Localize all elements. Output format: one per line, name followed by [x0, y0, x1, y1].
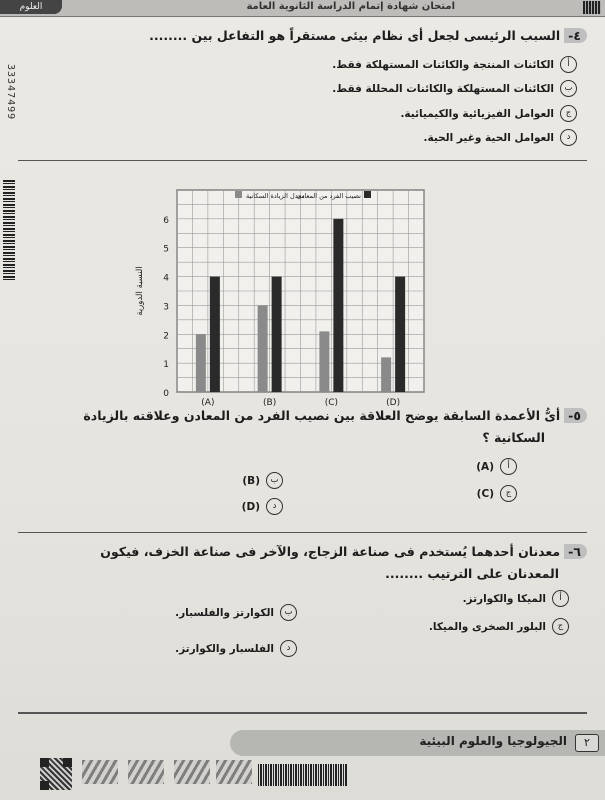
x-tick-label: (B): [263, 398, 277, 408]
question-6: [100, 544, 587, 559]
option-mark: أ: [560, 56, 577, 73]
header-strip: [0, 0, 605, 17]
bar: [395, 277, 405, 392]
option-mark: د: [280, 640, 297, 657]
question-4-number: ٤-: [564, 28, 587, 43]
y-tick-label: 1: [163, 360, 169, 371]
bar: [319, 331, 329, 392]
question-5-number: ٥-: [564, 408, 587, 423]
y-tick-label: 6: [163, 215, 169, 226]
option-mark: ج: [500, 485, 517, 502]
question-6-text-line1: معدنان أحدهما يُستخدم فى صناعة الزجاج، والآخر فى صناعة الخزف، فيكون: [100, 544, 561, 559]
y-tick-label: 4: [163, 273, 169, 284]
option-mark: ب: [280, 604, 297, 621]
y-tick-label: 3: [163, 302, 169, 313]
qr-code-icon: [583, 1, 601, 14]
legend-swatch: [235, 191, 242, 198]
option-mark: د: [266, 498, 283, 515]
option-mark: ب: [266, 472, 283, 489]
option-label: (B): [242, 474, 260, 487]
divider: [18, 712, 587, 714]
x-tick-label: (C): [324, 398, 339, 408]
question-5: [83, 408, 587, 423]
footer-subject: الجيولوجيا والعلوم البيئية: [419, 734, 567, 748]
exam-title: امتحان شهادة إتمام الدراسة الثانوية العامة: [246, 1, 455, 12]
y-tick-label: 0: [163, 389, 169, 399]
question-4: [149, 28, 587, 43]
bar: [210, 277, 220, 392]
option-label: الكوارتز والفلسبار.: [175, 606, 274, 619]
question-4-text: السبب الرئيسى لجعل أى نظام بيئى مستقراً هو التفاعل بين ........: [149, 28, 561, 43]
page-footer: [0, 728, 605, 800]
decor-icon: [216, 760, 252, 784]
option-label: العوامل الحية وغير الحية.: [423, 131, 554, 144]
option-label: الفلسبار والكوارتز.: [175, 642, 274, 655]
option-mark: أ: [552, 590, 569, 607]
q4-option-a[interactable]: [332, 56, 577, 73]
bar: [196, 334, 206, 392]
q6-option-a[interactable]: [463, 590, 569, 607]
q6-option-b[interactable]: [175, 604, 297, 621]
q5-option-c[interactable]: [477, 485, 517, 502]
bar: [381, 357, 391, 392]
q5-option-d[interactable]: [242, 498, 283, 515]
option-label: البلور الصخرى والميكا.: [428, 620, 546, 633]
x-tick-label: (A): [201, 398, 215, 408]
q4-option-d[interactable]: [423, 129, 577, 146]
option-label: الكائنات المنتجة والكائنات المستهلكة فقط.: [332, 58, 554, 71]
side-code: 33347499: [5, 64, 16, 121]
divider: [18, 160, 587, 161]
q6-option-d[interactable]: [175, 640, 297, 657]
option-label: العوامل الفيزيائية والكيميائية.: [400, 107, 554, 120]
option-mark: ج: [552, 618, 569, 635]
y-axis-label: النسبة الدورية: [135, 266, 145, 316]
question-6-number: ٦-: [564, 544, 587, 559]
q6-option-c[interactable]: [429, 618, 569, 635]
option-mark: د: [560, 129, 577, 146]
bar: [258, 305, 268, 392]
barcode-icon: [3, 180, 15, 280]
q5-option-b[interactable]: [242, 472, 283, 489]
option-mark: ج: [560, 105, 577, 122]
legend-swatch: [364, 191, 371, 198]
qr-code-icon: [40, 758, 72, 790]
decor-icon: [128, 760, 164, 784]
y-tick-label: 2: [163, 331, 169, 342]
question-5-text-line1: أىُّ الأعمدة السابقة يوضح العلاقة بين نصيب الفرد من المعادن وعلاقته بالزيادة: [83, 408, 561, 423]
y-tick-label: 5: [163, 244, 169, 255]
page-number: ٢: [575, 734, 599, 752]
q5-option-a[interactable]: [476, 458, 517, 475]
divider: [18, 532, 587, 533]
option-label: (C): [476, 487, 494, 500]
legend-label: نصيب الفرد من المعادن: [296, 192, 361, 200]
option-label: الكائنات المستهلكة والكائنات المحللة فقط.: [332, 82, 554, 95]
bar: [333, 219, 343, 392]
option-mark: أ: [500, 458, 517, 475]
question-5-line2: السكانية ؟: [482, 430, 545, 445]
subject-tag: العلوم: [0, 0, 62, 14]
q4-option-c[interactable]: [400, 105, 577, 122]
barcode-icon: [258, 764, 348, 786]
decor-icon: [174, 760, 210, 784]
q4-option-b[interactable]: [332, 80, 577, 97]
legend-label: معدل الزيادة السكانية: [246, 192, 305, 200]
decor-icon: [82, 760, 118, 784]
option-label: (A): [476, 460, 494, 473]
option-label: الميكا والكوارتز.: [462, 592, 546, 605]
chart-svg: [132, 182, 435, 410]
option-label: (D): [241, 500, 260, 513]
question-6-line2: المعدنان على الترتيب ........: [385, 566, 559, 581]
bar-chart: [132, 182, 435, 410]
bar: [272, 277, 282, 392]
x-tick-label: (D): [386, 398, 401, 408]
option-mark: ب: [560, 80, 577, 97]
